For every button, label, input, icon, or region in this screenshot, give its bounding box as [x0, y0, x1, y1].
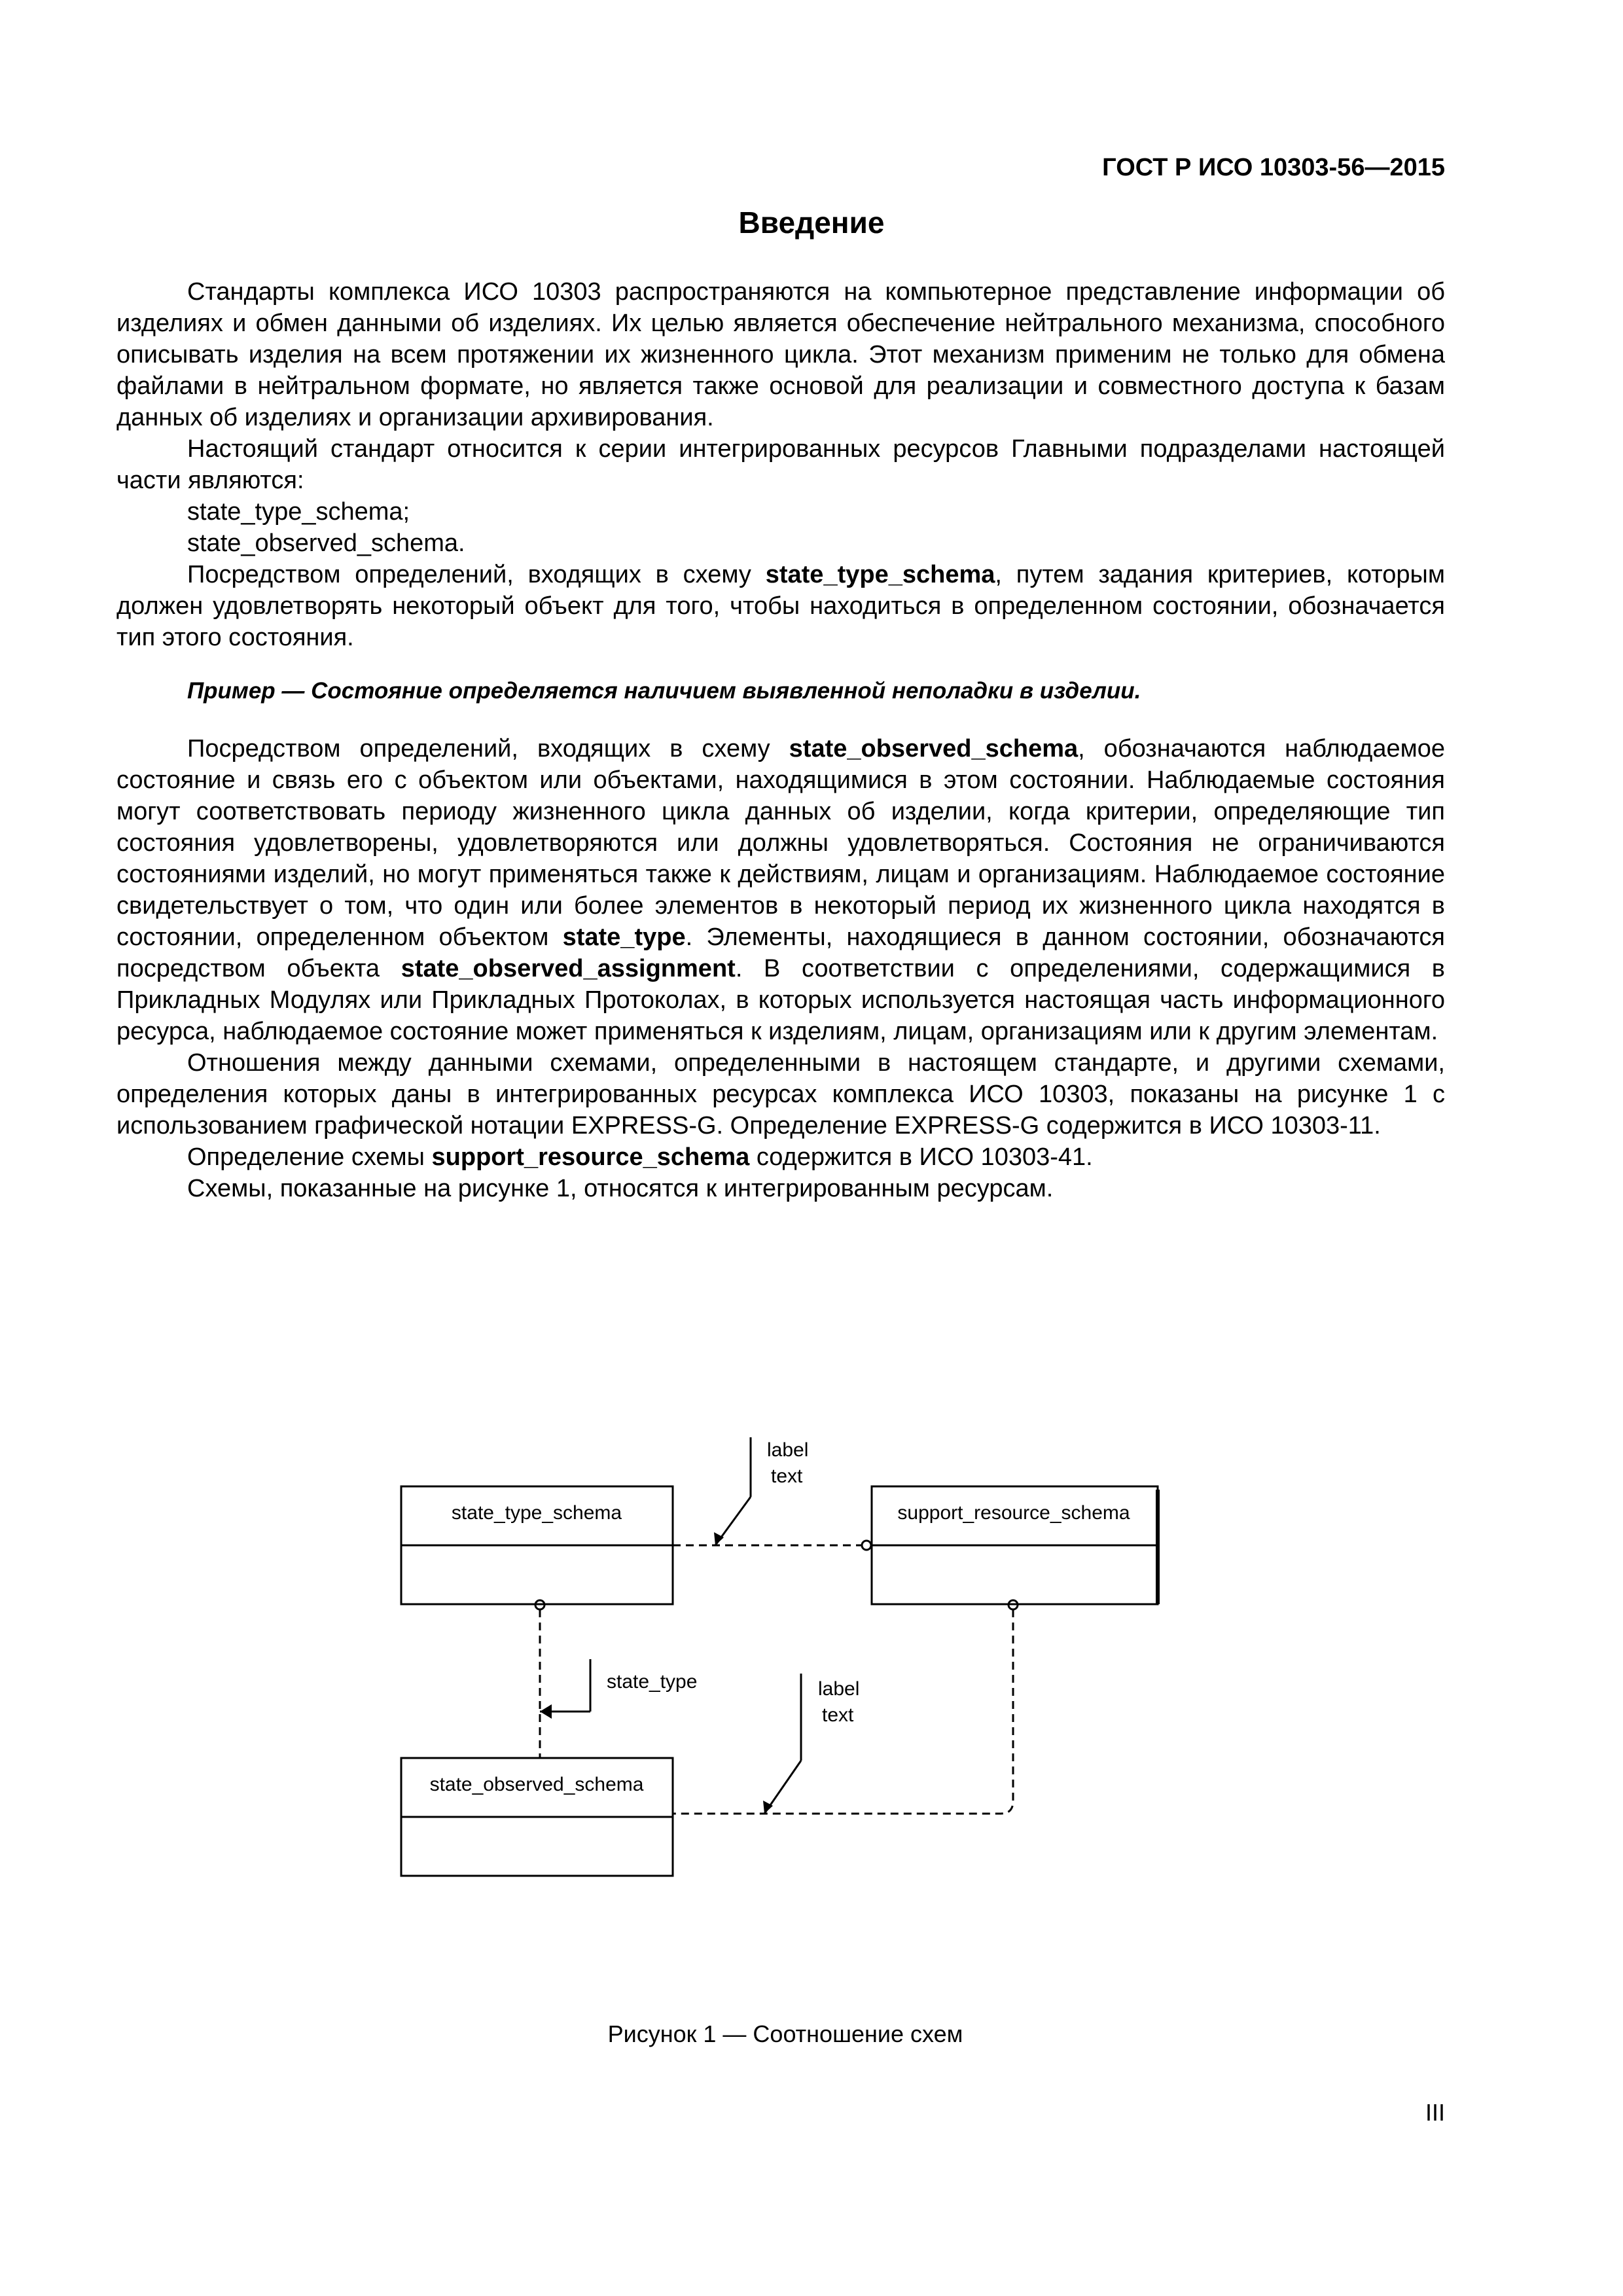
schema-name: state_observed_schema: [789, 735, 1079, 762]
relation-label: state_type: [607, 1671, 698, 1693]
box-label: support_resource_schema: [897, 1502, 1130, 1524]
example-note: Пример — Состояние определяется наличием выявленной неполадки в изделии.: [187, 678, 1141, 704]
relation-label: text: [822, 1704, 854, 1726]
paragraph: Посредством определений, входящих в схему state_type_schema, путем задания критериев, которым должен удовлетворять некоторый объект для того, чтобы находиться в определенном состоянии, обозначается тип этого состояния.: [116, 561, 1445, 651]
paragraph: Стандарты комплекса ИСО 10303 распространяются на компьютерное представление информации об изделиях и обмен данными об изделиях. Их целью является обеспечение нейтрального механизма, способного описывать изделия на всем протяжении их жизненного цикла. Этот механизм применим не только для обмена файлами в нейтральном формате, но является также основой для реализации и совместного доступа к базам данных об изделиях и организации архивирования.: [116, 278, 1445, 431]
relation-label: text: [771, 1465, 803, 1487]
paragraph: Схемы, показанные на рисунке 1, относятся к интегрированным ресурсам.: [187, 1175, 1054, 1202]
relation-end-circle: [862, 1541, 871, 1550]
paragraph: Отношения между данными схемами, определенными в настоящем стандарте, и другими схемами, определения которых даны в интегрированных ресурсах комплекса ИСО 10303, показаны на рисунке 1 с использованием графической нотации EXPRESS-G. Определение EXPRESS-G содержится в ИСО 10303-11.: [116, 1049, 1445, 1139]
section-title: Введение: [738, 206, 885, 240]
page-number: III: [1425, 2099, 1445, 2126]
entity-name: state_observed_assignment: [401, 955, 736, 982]
document-number: ГОСТ Р ИСО 10303-56—2015: [1102, 154, 1445, 181]
relation-label: label: [818, 1678, 860, 1700]
list-item: state_type_schema;: [187, 498, 410, 526]
paragraph: Определение схемы support_resource_schema содержится в ИСО 10303-41.: [187, 1143, 1093, 1171]
figure-caption: Рисунок 1 — Соотношение схем: [607, 2020, 963, 2047]
entity-name: state_type: [562, 924, 686, 951]
box-label: state_observed_schema: [429, 1774, 644, 1795]
box-label: state_type_schema: [451, 1502, 622, 1524]
list-item: state_observed_schema.: [187, 529, 465, 557]
schema-name: support_resource_schema: [431, 1143, 750, 1171]
paragraph: Посредством определений, входящих в схему state_observed_schema, обозначаются наблюдаемое состояние и связь его с объектом или объектами, находящимися в этом состоянии. Наблюдаемые состояния могут соответствовать периоду жизненного цикла данных об изделии, когда критерии, определяющие тип состояния удовлетворены, удовлетворяются или должны удовлетворяться. Состояния не ограничиваются состояниями изделий, но могут применяться также к действиям, лицам и организациям. Наблюдаемое состояние свидетельствует о том, что один или более элементов в некоторый период их жизненного цикла находятся в состоянии, определенном объектом state_type. Элементы, находящиеся в данном состоянии, обозначаются посредством объекта state_observed_assignment. В соответствии с определениями, содержащимися в Прикладных Модулях или Прикладных Протоколах, в которых используется настоящая часть информационного ресурса, наблюдаемое состояние может применяться к изделиям, лицам, организациям или к другим элементам.: [116, 735, 1446, 1045]
schema-name: state_type_schema: [765, 561, 995, 588]
paragraph: Настоящий стандарт относится к серии интегрированных ресурсов Главными подразделами настоящей части являются:: [116, 435, 1445, 494]
relation-label: label: [767, 1439, 809, 1461]
